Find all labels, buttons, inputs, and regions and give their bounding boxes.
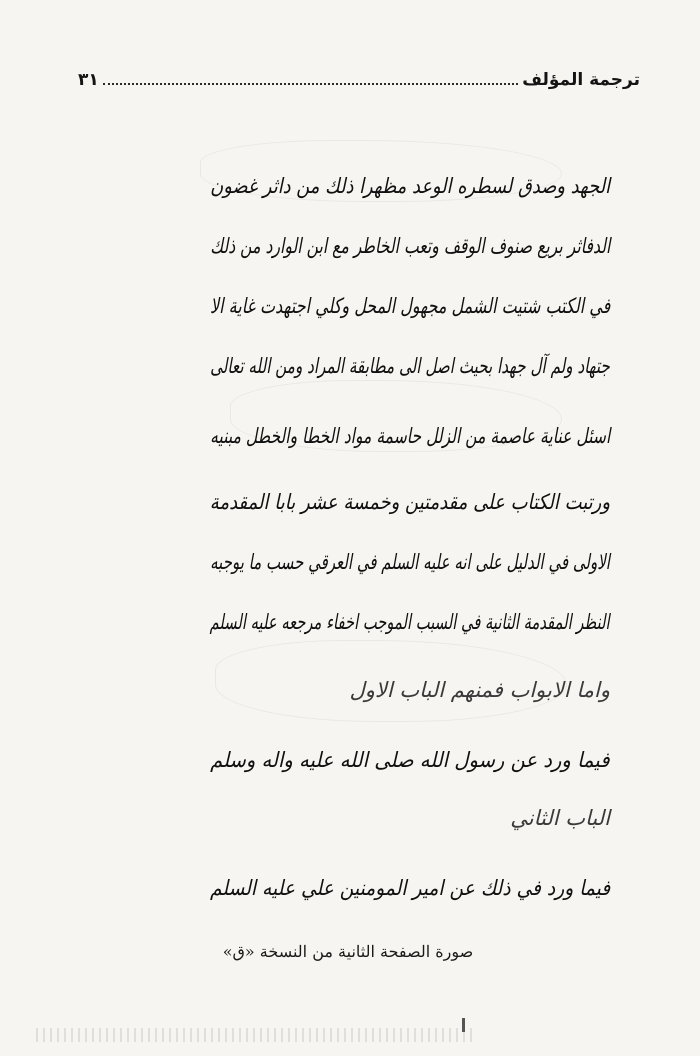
manuscript-line: فيما ورد عن رسول الله صلى الله عليه واله وسلم bbox=[210, 748, 610, 772]
manuscript-line: النظر المقدمة الثانية في السبب الموجب اخفاء مرجعه عليه السلم bbox=[210, 610, 610, 634]
manuscript-line: في الكتب شتيت الشمل مجهول المحل وكلي اجتهدت غاية الا bbox=[209, 294, 610, 318]
header-title: ترجمة المؤلف bbox=[522, 70, 640, 90]
header-leader-dots bbox=[103, 83, 519, 85]
manuscript-line: الجهد وصدق لسطره الوعد مظهرا ذلك من داثر غضون bbox=[210, 174, 610, 198]
manuscript-line: جتهاد ولم آل جهدا بحيث اصل الى مطابقة المراد ومن الله تعالى bbox=[210, 354, 610, 378]
manuscript-line: فيما ورد في ذلك عن امير المومنين علي عليه السلم bbox=[209, 876, 610, 900]
manuscript-line: ورتبت الكتاب على مقدمتين وخمسة عشر بابا المقدمة bbox=[209, 490, 610, 514]
page-number: ٣١ bbox=[78, 70, 99, 90]
manuscript-line: الباب الثاني bbox=[510, 806, 610, 830]
manuscript-line: واما الابواب فمنهم الباب الاول bbox=[349, 678, 610, 702]
scan-mark bbox=[462, 1018, 465, 1032]
running-header bbox=[78, 70, 640, 100]
figure-caption: صورة الصفحة الثانية من النسخة «ق» bbox=[222, 942, 474, 961]
manuscript-line: الاولى في الدليل على انه عليه السلم في العرقي حسب ما يوجبه bbox=[210, 550, 610, 574]
manuscript-line: الدفاثر بريع صنوف الوقف وتعب الخاطر مع ابن الوارد من ذلك bbox=[209, 234, 610, 258]
scan-noise bbox=[36, 1028, 476, 1042]
manuscript-line: اسئل عناية عاصمة من الزلل حاسمة مواد الخطا والخطل مبنيه bbox=[209, 424, 610, 448]
